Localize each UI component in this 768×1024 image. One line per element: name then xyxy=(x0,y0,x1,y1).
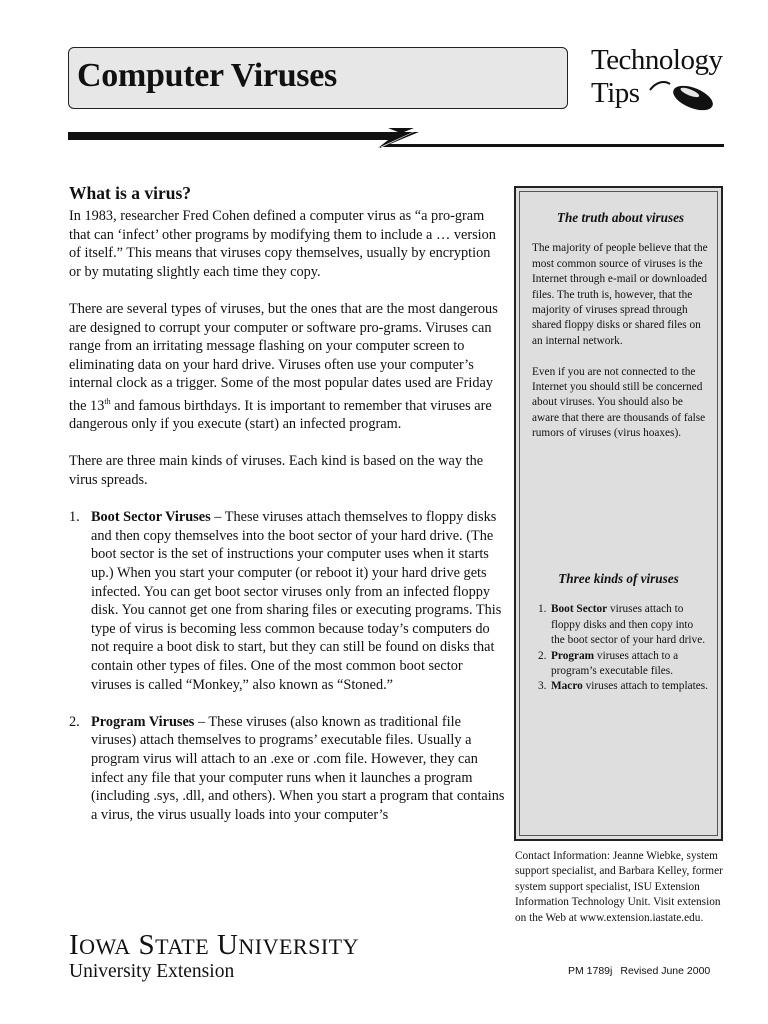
title-box xyxy=(68,47,568,109)
list-item-title: Boot Sector Viruses xyxy=(91,509,211,526)
list-item xyxy=(69,713,505,825)
university-extension: University Extension xyxy=(69,961,235,982)
superscript: th xyxy=(104,396,111,406)
page-title: Computer Viruses xyxy=(77,57,337,94)
sidebar-paragraph: The majority of people believe that the most common source of viruses is the Internet through e-mail or downloaded files. The truth is, however, that the majority of viruses spread through shared floppy disks or shared files on an internal network. xyxy=(532,242,708,347)
sidebar-list-number: 1. xyxy=(538,603,547,616)
sidebar-title-truth: The truth about viruses xyxy=(556,210,685,225)
contact-information: Contact Information: Jeanne Wiebke, system support specialist, and Barbara Kelley, former system support specialist, ISU Extension Information Technology Unit. Visit extension on the Web at www.extension.iastate.edu. xyxy=(515,850,723,924)
sidebar-paragraph: Even if you are not connected to the Internet you should still be concerned about viruses. You should also be aware that there are thousands of false rumors of viruses (virus hoaxes). xyxy=(532,365,706,440)
lightning-divider xyxy=(68,128,724,150)
list-item-text: – These viruses attach themselves to floppy disks and then copy themselves into the boot sector of your hard drive. (The boot sector is the set of instructions your computer uses when it starts up.) When you start your computer (or reboot it) your hard drive gets infected. You can get boot sector viruses only from an infected floppy disk. You cannot get one from sharing files or executing programs. This type of virus is becoming less common because today’s computers do not require a boot disk to start, but they can still be found on disks that contain other types of files. One of the most common boot sector viruses is called “Monkey,” also known as “Stoned.” xyxy=(91,509,502,693)
wordmark-tate: TATE xyxy=(155,934,210,959)
sidebar-list-text: viruses attach to a program’s executable files. xyxy=(551,649,679,678)
paragraph-2-tail: and famous birthdays. It is important to remember that viruses are dangerous only if you execute (start) an infected program. xyxy=(69,397,492,433)
list-number: 1. xyxy=(69,509,80,526)
main-column xyxy=(69,182,505,843)
sidebar-inner-border xyxy=(519,191,718,836)
sidebar-box xyxy=(514,186,723,841)
revised-date: Revised June 2000 xyxy=(620,965,711,977)
sidebar-list-number: 2. xyxy=(538,649,547,662)
pub-number: PM 1789j xyxy=(568,965,613,977)
university-wordmark xyxy=(69,929,359,963)
paragraph-2-text: There are several types of viruses, but the ones that are the most dangerous are designed to corrupt your computer or software pro-grams. Viruses can range from an irritating message flashing on your computer screen to eliminating data on your hard drive. Viruses often use your computer’s internal clock as a trigger. Some of the most popular dates used are Friday the 13 xyxy=(69,300,498,414)
computer-mouse-icon xyxy=(648,76,718,114)
sidebar-list-text: viruses attach to floppy disks and then copy into the boot sector of your hard drive. xyxy=(551,603,706,647)
sidebar-list-item xyxy=(538,649,709,680)
list-item-title: Program Viruses xyxy=(91,713,195,730)
brand-line-tips: Tips xyxy=(591,77,640,109)
brand-line-technology: Technology xyxy=(591,44,723,76)
sidebar-title-kinds: Three kinds of viruses xyxy=(558,571,679,586)
publication-info xyxy=(568,965,710,977)
sidebar-list-bold: Macro xyxy=(551,680,583,693)
wordmark-S: S xyxy=(130,929,156,961)
wordmark-niversity: NIVERSITY xyxy=(238,934,359,959)
paragraph-3: There are three main kinds of viruses. Each kind is based on the way the virus spreads. xyxy=(69,453,484,489)
sidebar-section-kinds xyxy=(538,571,709,695)
wordmark-owa: OWA xyxy=(79,934,131,959)
wordmark-I: I xyxy=(69,929,80,961)
sidebar-list-bold: Boot Sector xyxy=(551,603,608,616)
list-item xyxy=(69,508,505,694)
list-item-text: – These viruses (also known as traditional file viruses) attach themselves to programs’ executable files. Usually a program virus will attach to an .exe or .com file. However, they can infect any file that your computer runs when it launches a program (including .sys, .dll, and others). When you start a program that contains a virus, the virus usually loads into your computer’s xyxy=(91,713,505,823)
sidebar-list-bold: Program xyxy=(551,649,595,662)
sidebar-list-item xyxy=(538,602,709,648)
section-heading: What is a virus? xyxy=(69,183,192,203)
paragraph-2 xyxy=(69,300,505,434)
sidebar-list-number: 3. xyxy=(538,680,547,693)
list-number: 2. xyxy=(69,713,80,730)
sidebar-list-text: viruses attach to templates. xyxy=(582,680,708,693)
paragraph-1: In 1983, researcher Fred Cohen defined a computer virus as “a pro-gram that can ‘infect’ other programs by modifying them to include a … version of itself.” This means that viruses copy themselves, usually by encryption or by mutating slightly each time they copy. xyxy=(69,208,496,280)
sidebar-list-item xyxy=(538,679,709,694)
sidebar-section-truth xyxy=(532,210,709,457)
wordmark-U: U xyxy=(209,929,239,961)
